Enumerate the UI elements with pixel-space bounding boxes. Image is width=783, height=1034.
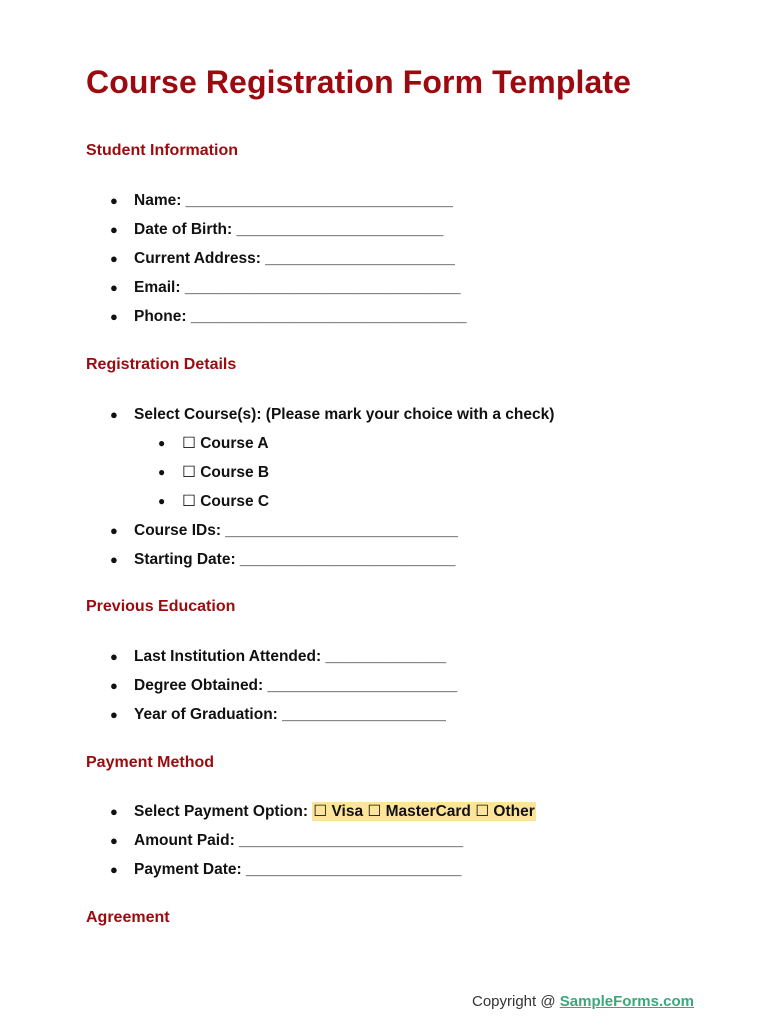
- registration-details-list: [0, 400, 554, 574]
- field-amount-paid: Amount Paid: __________________________: [134, 832, 464, 849]
- list-item-course-ids: [0, 516, 554, 545]
- field-phone: Phone: ________________________________: [134, 308, 467, 325]
- bullet-icon: ●: [110, 862, 118, 877]
- payment-option-checkboxes[interactable]: ☐ Visa ☐ MasterCard ☐ Other: [313, 803, 535, 820]
- section-heading-payment-method: Payment Method: [86, 754, 215, 771]
- list-item-starting-date: [0, 545, 554, 574]
- list-item-current-address: [0, 244, 467, 273]
- field-course-ids: Course IDs: ___________________________: [134, 522, 459, 539]
- field-year-of-graduation: Year of Graduation: ___________________: [134, 706, 446, 723]
- field-payment-option-label: Select Payment Option:: [134, 803, 313, 820]
- bullet-icon: ●: [110, 552, 118, 567]
- list-item-payment-date: [0, 855, 536, 884]
- bullet-icon: ●: [110, 523, 118, 538]
- list-item-email: [0, 273, 467, 302]
- bullet-icon: ●: [110, 833, 118, 848]
- section-heading-student-information: Student Information: [86, 142, 238, 159]
- list-item-course-a[interactable]: [0, 429, 554, 458]
- list-item-degree-obtained: [0, 671, 457, 700]
- checkbox-course-b[interactable]: ☐ Course B: [182, 464, 270, 481]
- bullet-icon: ●: [110, 649, 118, 664]
- section-heading-previous-education: Previous Education: [86, 598, 236, 615]
- bullet-icon: ●: [110, 251, 118, 266]
- bullet-icon: ●: [158, 436, 166, 450]
- list-item-payment-option: [0, 797, 536, 826]
- bullet-icon: ●: [110, 309, 118, 324]
- list-item-amount-paid: [0, 826, 536, 855]
- field-select-courses: Select Course(s): (Please mark your choice with a check): [134, 406, 555, 423]
- bullet-icon: ●: [110, 678, 118, 693]
- bullet-icon: ●: [110, 193, 118, 208]
- section-heading-registration-details: Registration Details: [86, 356, 237, 373]
- list-item-name: [0, 186, 467, 215]
- field-payment-date: Payment Date: _________________________: [134, 861, 462, 878]
- field-name: Name: _______________________________: [134, 192, 453, 209]
- brand-link[interactable]: SampleForms.com: [559, 993, 694, 1010]
- section-heading-agreement: Agreement: [86, 909, 170, 926]
- field-degree-obtained: Degree Obtained: ______________________: [134, 677, 458, 694]
- field-last-institution: Last Institution Attended: ______________: [134, 648, 447, 665]
- list-item-course-c[interactable]: [0, 487, 554, 516]
- student-information-list: [0, 186, 467, 331]
- field-date-of-birth: Date of Birth: ________________________: [134, 221, 444, 238]
- bullet-icon: ●: [110, 707, 118, 722]
- bullet-icon: ●: [110, 280, 118, 295]
- bullet-icon: ●: [110, 222, 118, 237]
- bullet-icon: ●: [158, 494, 166, 508]
- bullet-icon: ●: [158, 465, 166, 479]
- checkbox-course-c[interactable]: ☐ Course C: [182, 493, 270, 510]
- previous-education-list: [0, 642, 457, 729]
- list-item-select-courses: [0, 400, 554, 429]
- list-item-course-b[interactable]: [0, 458, 554, 487]
- page-title: Course Registration Form Template: [86, 64, 632, 100]
- field-current-address: Current Address: ______________________: [134, 250, 455, 267]
- list-item-year-of-graduation: [0, 700, 457, 729]
- checkbox-course-a[interactable]: ☐ Course A: [182, 435, 269, 452]
- list-item-phone: [0, 302, 467, 331]
- field-starting-date: Starting Date: _________________________: [134, 551, 456, 568]
- list-item-date-of-birth: [0, 215, 467, 244]
- list-item-last-institution: [0, 642, 457, 671]
- copyright-text: Copyright @: [472, 993, 560, 1010]
- bullet-icon: ●: [110, 407, 118, 422]
- payment-method-list: [0, 797, 536, 884]
- field-email: Email: ________________________________: [134, 279, 461, 296]
- copyright-footer: [472, 993, 694, 1010]
- bullet-icon: ●: [110, 804, 118, 819]
